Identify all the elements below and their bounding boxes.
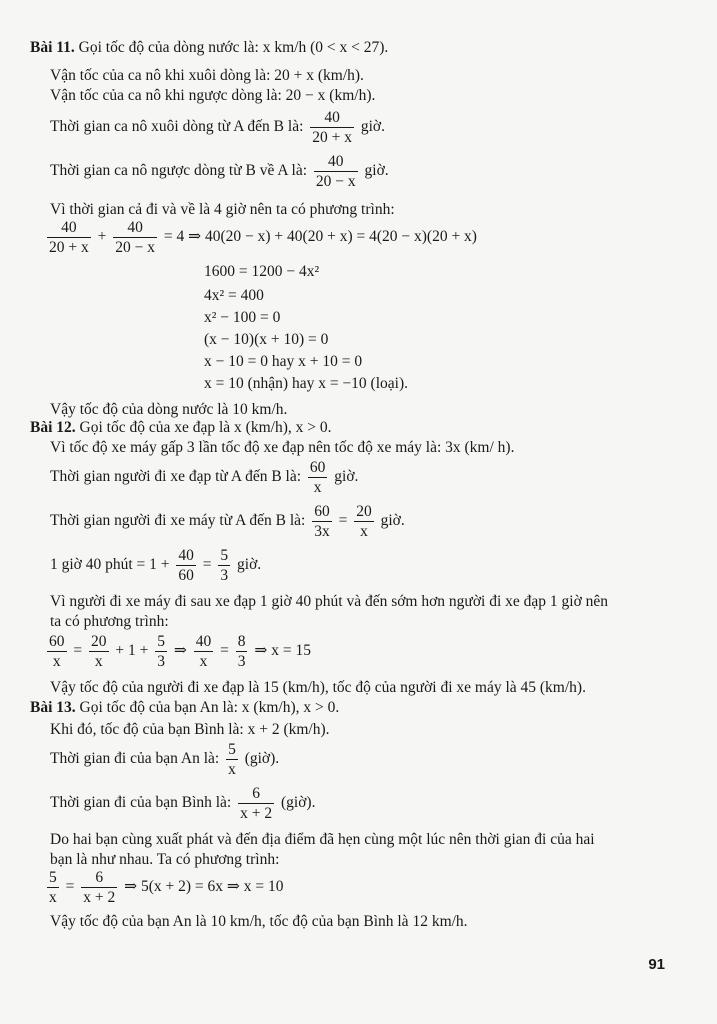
fraction	[226, 740, 238, 779]
denominator: 3	[220, 567, 229, 584]
fraction	[354, 502, 374, 541]
b12-line-3-unit: giờ.	[380, 512, 405, 530]
denominator: x	[49, 889, 57, 906]
b12-line-2-unit: giờ.	[334, 468, 359, 486]
numerator: 6	[238, 784, 274, 804]
operator: =	[338, 512, 348, 530]
b13-line-2-text: Thời gian đi của bạn An là:	[50, 750, 220, 768]
page-number: 91	[648, 956, 665, 973]
b13-line-4: Do hai bạn cùng xuất phát và đến địa điểm đã hẹn cùng một lúc nên thời gian đi của hai	[50, 831, 595, 848]
denominator: x + 2	[240, 805, 273, 822]
denominator: 20 − x	[115, 239, 155, 256]
fraction	[47, 218, 91, 257]
b11-line-1: Vận tốc của ca nô khi xuôi dòng là: 20 + x (km/h).	[50, 67, 364, 84]
numerator: 40	[113, 218, 157, 238]
b13-intro: Gọi tốc độ của bạn An là: x (km/h), x > 0.	[79, 699, 340, 716]
fraction	[238, 784, 274, 823]
numerator: 60	[49, 633, 65, 650]
denominator: 20 − x	[315, 173, 356, 190]
b11-title: Bài 11.	[30, 39, 75, 56]
fraction	[314, 152, 358, 191]
numerator: 20	[356, 503, 372, 520]
b12-equation	[44, 632, 311, 671]
b12-title: Bài 12.	[30, 419, 76, 436]
numerator: 6	[81, 868, 117, 888]
b13-line-3-text: Thời gian đi của bạn Bình là:	[50, 794, 232, 812]
fraction	[155, 632, 167, 671]
numerator: 5	[228, 741, 236, 758]
denominator: 20 + x	[312, 129, 352, 146]
denominator: x	[199, 653, 208, 670]
operator: =	[202, 556, 212, 574]
b13-equation	[44, 868, 284, 907]
b12-line-4-unit: giờ.	[237, 556, 262, 574]
b11-step-6: x = 10 (nhận) hay x = −10 (loại).	[204, 375, 408, 392]
numerator: 5	[157, 633, 165, 650]
operator: ⇒	[173, 642, 187, 660]
b11-heading-line	[30, 38, 388, 58]
b11-conclusion: Vậy tốc độ của dòng nước là 10 km/h.	[50, 401, 288, 418]
b13-heading-line	[30, 698, 339, 718]
b11-step-1: 1600 = 1200 − 4x²	[204, 263, 320, 280]
numerator: 40	[47, 218, 91, 238]
b11-line-4-unit: giờ.	[364, 162, 389, 180]
b11-equation	[44, 218, 477, 257]
numerator: 5	[49, 869, 57, 886]
operator: + 1 +	[115, 642, 149, 660]
operator: +	[97, 228, 107, 246]
fraction	[218, 546, 230, 585]
fraction	[113, 218, 157, 257]
b12-conclusion: Vậy tốc độ của người đi xe đạp là 15 (km/h), tốc độ của người đi xe máy là 45 (km/h).	[50, 679, 586, 696]
fraction	[194, 632, 214, 671]
fraction	[47, 632, 67, 671]
fraction	[310, 108, 354, 147]
numerator: 40	[178, 547, 194, 564]
b11-line-3-unit: giờ.	[360, 118, 386, 136]
denominator: 3	[157, 653, 165, 670]
b13-title: Bài 13.	[30, 699, 76, 716]
equation-rest: ⇒ x = 15	[254, 642, 311, 660]
b11-line-2: Vận tốc của ca nô khi ngược dòng là: 20 − x (km/h).	[50, 87, 376, 104]
numerator: 5	[220, 547, 229, 564]
b11-step-5: x − 10 = 0 hay x + 10 = 0	[204, 353, 363, 370]
numerator: 8	[237, 633, 246, 650]
b12-line-3	[50, 502, 405, 541]
b12-line-5: Vì người đi xe máy đi sau xe đạp 1 giờ 40 phút và đến sớm hơn người đi xe đạp 1 giờ nên	[50, 593, 609, 610]
b12-line-1: Vì tốc độ xe máy gấp 3 lần tốc độ xe đạp nên tốc độ xe máy là: 3x (km/ h).	[50, 439, 515, 456]
operator: =	[220, 642, 229, 660]
equation-rest: ⇒ 5(x + 2) = 6x ⇒ x = 10	[124, 878, 284, 896]
denominator: 3	[237, 653, 246, 670]
b12-heading-line	[30, 418, 331, 438]
b13-line-3	[50, 784, 315, 823]
numerator: 40	[195, 633, 212, 650]
denominator: 3x	[314, 523, 330, 540]
b13-line-5: bạn là như nhau. Ta có phương trình:	[50, 851, 280, 868]
b12-line-3-text: Thời gian người đi xe máy từ A đến B là:	[50, 512, 306, 530]
denominator: x	[228, 761, 236, 778]
denominator: 60	[178, 567, 194, 584]
b13-line-2-unit: (giờ).	[244, 750, 280, 768]
fraction	[81, 868, 117, 907]
fraction	[308, 458, 328, 497]
operator: =	[65, 878, 75, 896]
b11-line-4-text: Thời gian ca nô ngược dòng từ B về A là:	[50, 162, 308, 180]
b11-intro: Gọi tốc độ của dòng nước là: x km/h (0 < x < 27).	[78, 39, 389, 56]
numerator: 20	[91, 633, 107, 650]
b13-line-2	[50, 740, 279, 779]
b12-intro: Gọi tốc độ của xe đạp là x (km/h), x > 0.	[79, 419, 332, 436]
fraction	[176, 546, 196, 585]
b11-line-3-text: Thời gian ca nô xuôi dòng từ A đến B là:	[50, 118, 304, 136]
numerator: 40	[314, 152, 358, 172]
fraction	[236, 632, 248, 671]
fraction	[312, 502, 332, 541]
b13-conclusion: Vậy tốc độ của bạn An là 10 km/h, tốc độ của bạn Bình là 12 km/h.	[50, 913, 468, 930]
b11-line-5: Vì thời gian cả đi và về là 4 giờ nên ta có phương trình:	[50, 201, 395, 218]
numerator: 60	[314, 503, 330, 520]
b12-line-4	[50, 546, 261, 585]
b11-step-3: x² − 100 = 0	[204, 309, 281, 326]
b11-step-2: 4x² = 400	[204, 287, 264, 304]
equation-rest: = 4 ⇒ 40(20 − x) + 40(20 + x) = 4(20 − x)(20 + x)	[163, 228, 477, 246]
fraction	[89, 632, 109, 671]
denominator: x	[52, 653, 61, 670]
b11-line-3	[50, 108, 385, 147]
numerator: 60	[309, 459, 326, 476]
b12-line-4-text: 1 giờ 40 phút = 1 +	[50, 556, 170, 574]
operator: =	[73, 642, 83, 660]
numerator: 40	[310, 108, 354, 128]
denominator: x	[94, 653, 103, 670]
b12-line-6: ta có phương trình:	[50, 613, 169, 630]
b12-line-2	[50, 458, 358, 497]
b11-step-4: (x − 10)(x + 10) = 0	[204, 331, 329, 348]
denominator: x + 2	[83, 889, 116, 906]
b13-line-3-unit: (giờ).	[281, 794, 316, 812]
b11-line-4	[50, 152, 389, 191]
b12-line-2-text: Thời gian người đi xe đạp từ A đến B là:	[50, 468, 302, 486]
denominator: x	[313, 479, 322, 496]
fraction	[47, 868, 59, 907]
denominator: x	[360, 523, 368, 540]
b13-line-1: Khi đó, tốc độ của bạn Bình là: x + 2 (km/h).	[50, 721, 330, 738]
denominator: 20 + x	[49, 239, 89, 256]
